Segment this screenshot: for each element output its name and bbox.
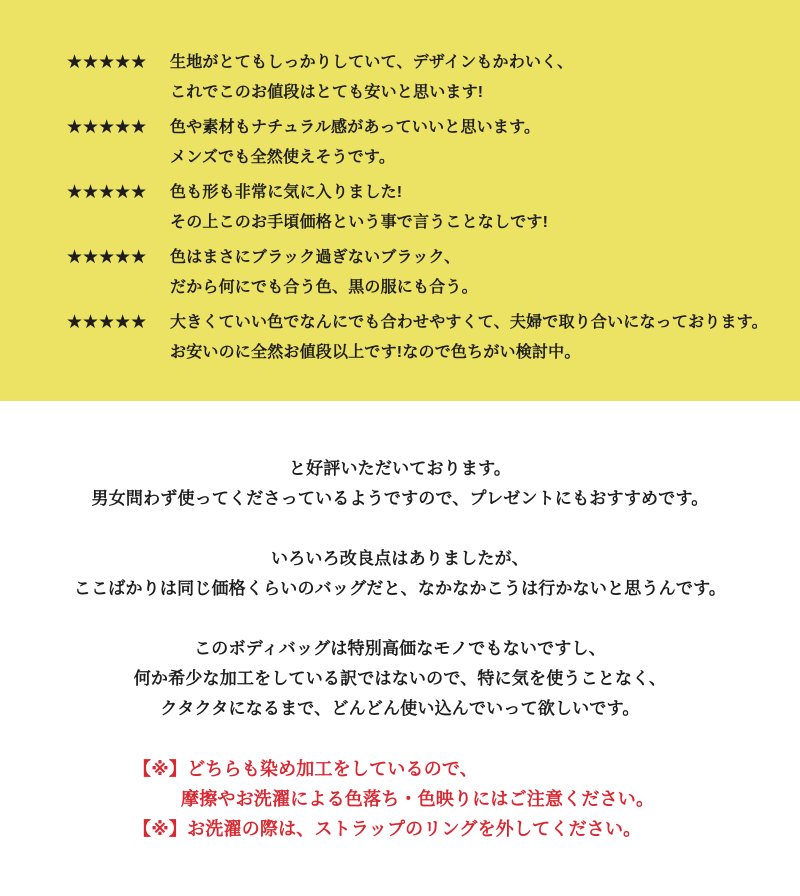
review-line: メンズでも全然使えそうです。: [170, 149, 396, 166]
description-line: いろいろ改良点はありましたが、: [271, 549, 529, 568]
review-text: [170, 48, 573, 108]
note-text: どちらも染め加工をしているので、: [187, 759, 478, 779]
description-paragraph: [0, 544, 800, 604]
description-paragraph: [0, 634, 800, 724]
review-line: その上このお手頃価格という事で言うことなしです!: [170, 214, 549, 231]
review-line: 色や素材もナチュラル感があっていいと思います。: [170, 119, 541, 136]
star-rating: ★★★★★: [66, 312, 147, 333]
care-notes-section: [0, 754, 800, 844]
care-note: [133, 754, 800, 814]
description-paragraph: [0, 454, 800, 514]
description-line: ここばかりは同じ価格くらいのバッグだと、なかなかこうは行かないと思うんです。: [73, 579, 727, 598]
review-text: [170, 243, 478, 303]
star-rating: ★★★★★: [66, 117, 147, 138]
review-text: [170, 178, 548, 238]
review-line: 色はまさにブラック過ぎないブラック、: [170, 249, 461, 266]
review-line: 色も形も非常に気に入りました!: [170, 184, 403, 201]
care-note-line: [133, 754, 800, 784]
review-line: これでこのお値段はとても安いと思います!: [170, 84, 484, 101]
review-item: [66, 243, 782, 303]
description-line: このボディバッグは特別高価なモノでもないですし、: [194, 639, 606, 658]
review-item: [66, 308, 782, 368]
review-text: [170, 308, 768, 368]
review-line: 生地がとてもしっかりしていて、デザインもかわいく、: [170, 54, 574, 71]
review-item: [66, 178, 782, 238]
note-marker: 【※】: [133, 819, 188, 839]
product-description-section: [0, 401, 800, 724]
note-marker: 【※】: [133, 759, 188, 779]
review-line: だから何にでも合う色、黒の服にも合う。: [170, 279, 478, 296]
review-line: 大きくていい色でなんにでも合わせやすくて、夫婦で取り合いになっております。: [170, 314, 768, 331]
review-item: [66, 113, 782, 173]
note-text: お洗濯の際は、ストラップのリングを外してください。: [187, 819, 642, 839]
review-text: [170, 113, 540, 173]
care-note: [133, 814, 800, 844]
star-rating: ★★★★★: [66, 182, 147, 203]
star-rating: ★★★★★: [66, 247, 147, 268]
review-item: [66, 48, 782, 108]
description-line: 何か希少な加工をしている訳ではないので、特に気を使うことなく、: [133, 669, 667, 688]
description-line: と好評いただいております。: [288, 459, 512, 478]
care-note-line: [133, 814, 800, 844]
description-line: 男女問わず使ってくださっているようですので、プレゼントにもおすすめです。: [91, 489, 709, 508]
care-note-line: 摩擦やお洗濯による色落ち・色映りにはご注意ください。: [181, 789, 655, 809]
star-rating: ★★★★★: [66, 52, 147, 73]
description-line: クタクタになるまで、どんどん使い込んでいって欲しいです。: [160, 699, 640, 718]
review-line: お安いのに全然お値段以上です!なので色ちがい検討中。: [170, 344, 581, 361]
customer-reviews-section: [0, 0, 800, 401]
